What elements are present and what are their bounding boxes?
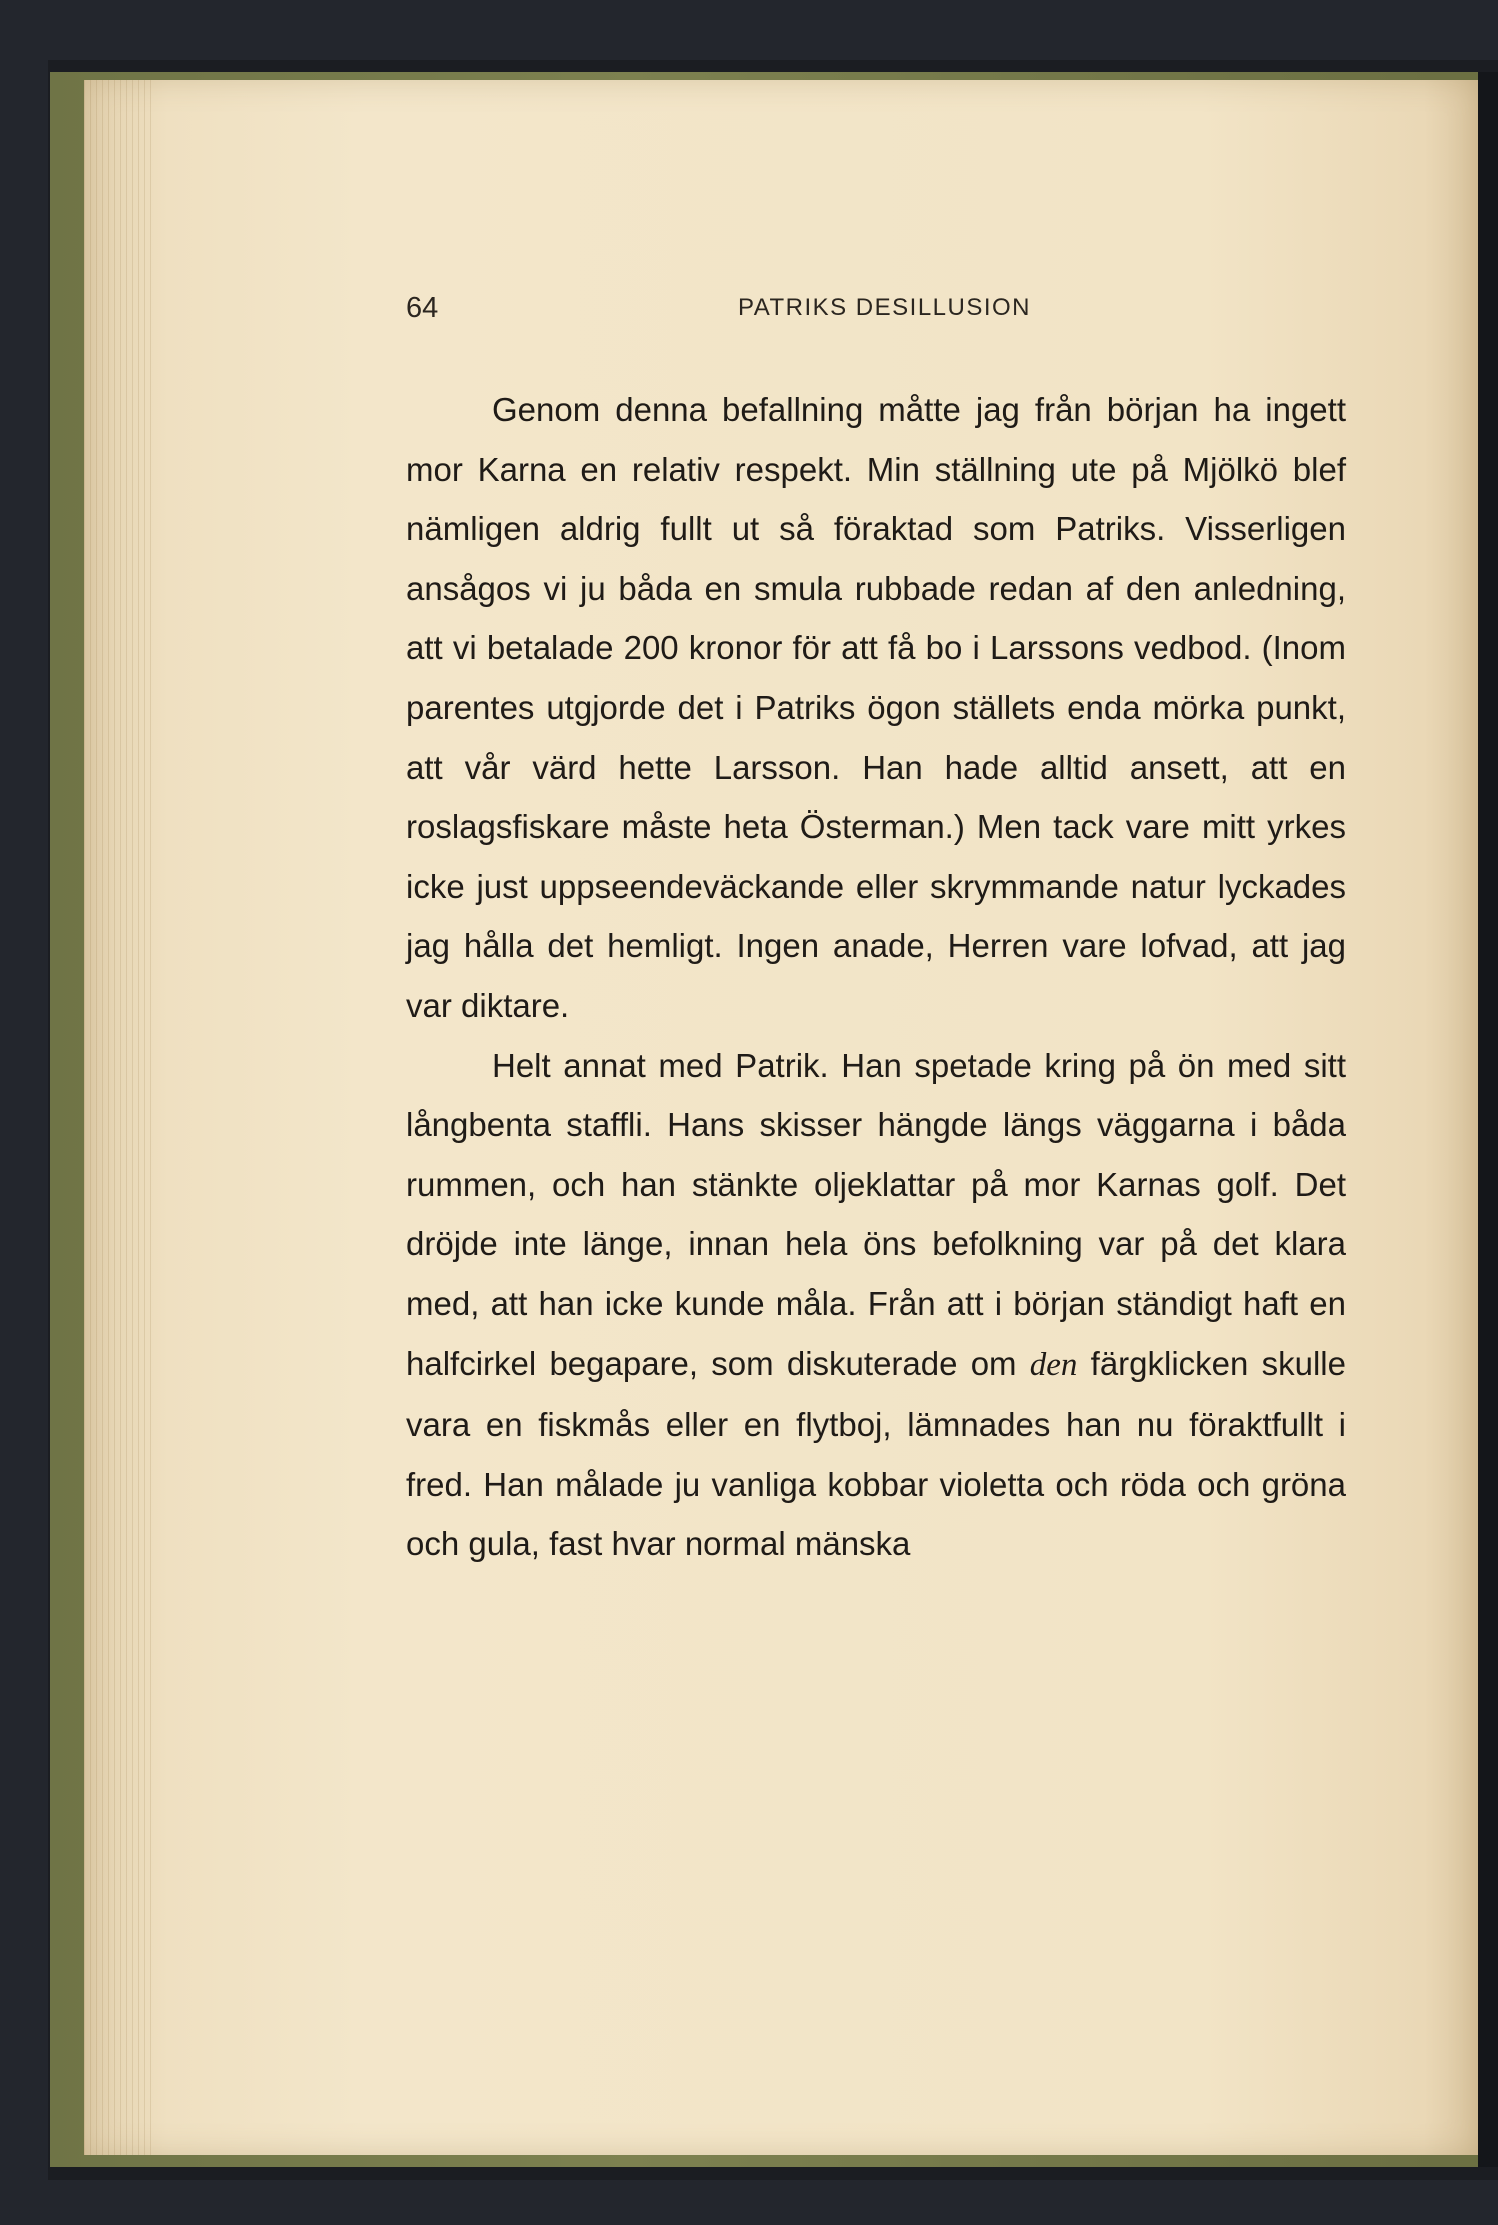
paragraph-2-italic: den: [1029, 1346, 1078, 1383]
page-number: 64: [406, 292, 439, 324]
running-title: PATRIKS DESILLUSION: [738, 294, 1032, 321]
running-head: [406, 292, 1346, 332]
body-text: [406, 380, 1346, 1574]
paragraph-2-text-a: Helt annat med Patrik. Han spetade kring på ön med sitt långbenta staffli. Hans skisser hängde längs väggarna i båda rummen, och han stänkte oljeklattar på mor Karnas golf. Det dröjde inte länge, innan hela öns befolkning var på det klara med, att han icke kunde måla. Från att i början ständigt haft en halfcirkel begapare, som diskuterade om: [406, 1046, 1346, 1382]
paragraph-2-text-b: färgklicken skulle vara en fiskmås eller en flytboj, lämnades han nu föraktfullt i fred. Han målade ju vanliga kobbar violetta och röda och gröna och gula, fast hvar normal mänska: [406, 1344, 1346, 1563]
paragraph-2: [406, 1036, 1346, 1574]
book-spine-shadow: [1478, 72, 1498, 2167]
paragraph-1: Genom denna befallning måtte jag från början ha ingett mor Karna en relativ respekt. Min ställning ute på Mjölkö blef nämligen aldrig fullt ut så föraktad som Patriks. Visserligen ansågos vi ju båda en smula rubbade redan af den anledning, att vi betalade 200 kronor för att få bo i Larssons vedbod. (Inom parentes utgjorde det i Patriks ögon ställets enda mörka punkt, att vår värd hette Larsson. Han hade alltid ansett, att en roslagsfiskare måste heta Österman.) Men tack vare mitt yrkes icke just uppseendeväckande eller skrymmande natur lyckades jag hålla det hemligt. Ingen anade, Herren vare lofvad, att jag var diktare.: [406, 391, 1346, 1024]
page-edges: [84, 80, 154, 2155]
